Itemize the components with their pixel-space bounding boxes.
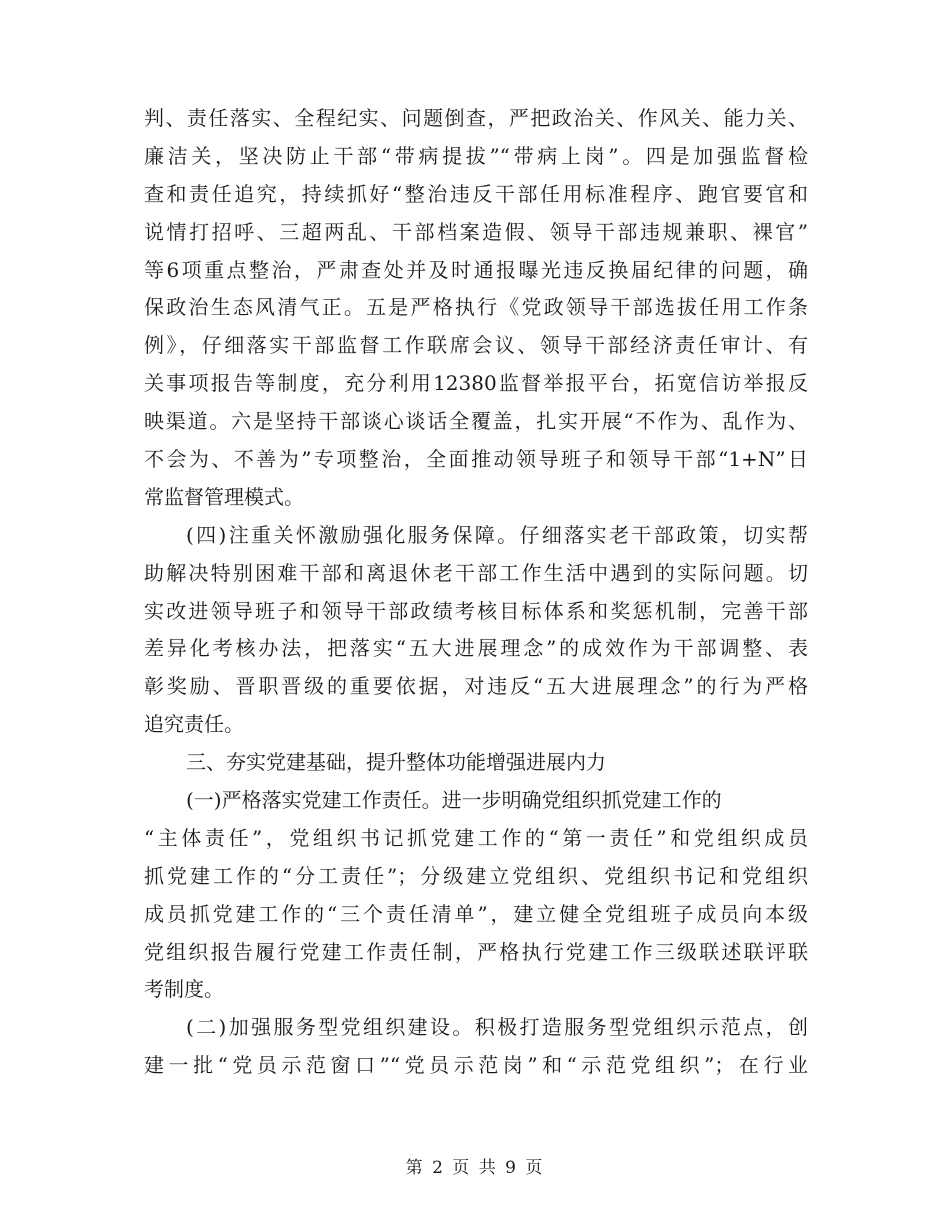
text-line: 差异化考核办法，把落实“五大进展理念”的成效作为干部调整、表 bbox=[144, 636, 808, 661]
text-line: 成员抓党建工作的“三个责任清单”，建立健全党组班子成员向本级 bbox=[144, 901, 808, 926]
body-text bbox=[144, 100, 808, 1085]
text-line: 考制度。 bbox=[144, 977, 224, 1002]
text-line: 说情打招呼、三超两乱、干部档案造假、领导干部违规兼职、裸官” bbox=[144, 219, 808, 244]
text-line: (一)严格落实党建工作责任。进一步明确党组织抓党建工作的 bbox=[186, 788, 722, 813]
text-line: (四)注重关怀激励强化服务保障。仔细落实老干部政策，切实帮 bbox=[186, 522, 808, 547]
text-line: 判、责任落实、全程纪实、问题倒查，严把政治关、作风关、能力关、 bbox=[144, 106, 808, 130]
text-line: 查和责任追究，持续抓好“整治违反干部任用标准程序、跑官要官和 bbox=[144, 181, 808, 206]
text-line: 追究责任。 bbox=[144, 712, 244, 737]
text-line: 抓党建工作的“分工责任”；分级建立党组织、党组织书记和党组织 bbox=[144, 863, 808, 888]
text-line: 彰奖励、晋职晋级的重要依据，对违反“五大进展理念”的行为严格 bbox=[144, 674, 808, 699]
text-line: 廉洁关，坚决防止干部“带病提拔”“带病上岗”。四是加强监督检 bbox=[144, 143, 808, 168]
text-line: (二)加强服务型党组织建设。积极打造服务型党组织示范点，创 bbox=[186, 1015, 808, 1040]
text-line: 关事项报告等制度，充分利用12380监督举报平台，拓宽信访举报反 bbox=[144, 371, 808, 396]
section-heading: 三、夯实党建基础，提升整体功能增强进展内力 bbox=[186, 750, 606, 775]
text-line: 不会为、不善为”专项整治，全面推动领导班子和领导干部“1+N”日 bbox=[144, 447, 808, 472]
text-line: 实改进领导班子和领导干部政绩考核目标体系和奖惩机制，完善干部 bbox=[144, 598, 808, 623]
text-line: “主体责任”，党组织书记抓党建工作的“第一责任”和党组织成员 bbox=[144, 825, 808, 850]
text-line: 助解决特别困难干部和离退休老干部工作生活中遇到的实际问题。切 bbox=[144, 560, 808, 585]
text-line: 党组织报告履行党建工作责任制，严格执行党建工作三级联述联评联 bbox=[144, 939, 808, 964]
text-line: 例》，仔细落实干部监督工作联席会议、领导干部经济责任审计、有 bbox=[144, 333, 808, 358]
text-line: 等6项重点整治，严肃查处并及时通报曝光违反换届纪律的问题，确 bbox=[144, 257, 808, 282]
text-line: 常监督管理模式。 bbox=[144, 484, 304, 509]
page-number-footer: 第 2 页 共 9 页 bbox=[405, 1158, 545, 1178]
text-line: 保政治生态风清气正。五是严格执行《党政领导干部选拔任用工作条 bbox=[144, 295, 808, 320]
text-line: 映渠道。六是坚持干部谈心谈话全覆盖，扎实开展“不作为、乱作为、 bbox=[144, 409, 808, 434]
text-line: 建一批“党员示范窗口”“党员示范岗”和“示范党组织”；在行业 bbox=[144, 1053, 808, 1078]
